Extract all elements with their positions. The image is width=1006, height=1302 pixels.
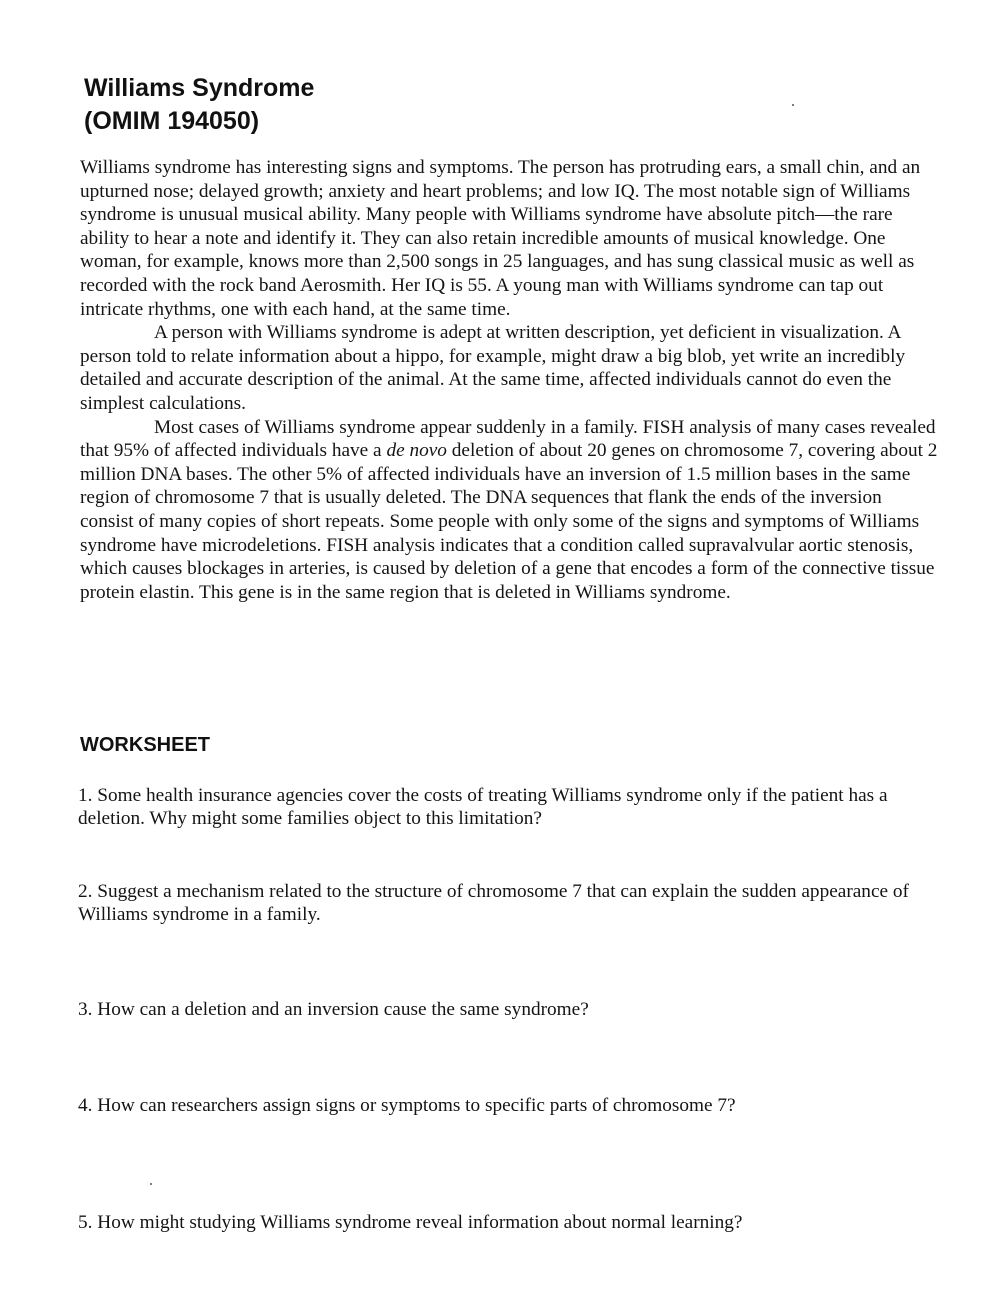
worksheet-heading: WORKSHEET: [80, 734, 210, 756]
de-novo-italic: de novo: [386, 440, 447, 462]
article-body: [80, 156, 940, 604]
paragraph-description-visualization: A person with Williams syndrome is adept at written description, yet deficient in visualization. A person told to relate information about a hippo, for example, might draw a big blob, yet write an incredibly detailed and accurate description of the animal. At the same time, affected individuals cannot do even the simplest calculations.: [80, 322, 906, 414]
scan-speck: [792, 104, 794, 106]
paragraph-genetics: [80, 416, 940, 605]
question-4: 4. How can researchers assign signs or symptoms to specific parts of chromosome 7?: [78, 1095, 736, 1116]
scan-speck: [150, 1183, 152, 1185]
question-3: 3. How can a deletion and an inversion cause the same syndrome?: [78, 999, 589, 1020]
title-line-name: Williams Syndrome: [84, 74, 315, 102]
paragraph-signs-symptoms: Williams syndrome has interesting signs and symptoms. The person has protruding ears, a small chin, and an upturned nose; delayed growth; anxiety and heart problems; and low IQ. The most notable sign of Williams syndrome is unusual musical ability. Many people with Williams syndrome have absolute pitch—the rare ability to hear a note and identify it. They can also retain incredible amounts of musical knowledge. One woman, for example, knows more than 2,500 songs in 25 languages, and has sung classical music as well as recorded with the rock band Aerosmith. Her IQ is 55. A young man with Williams syndrome can tap out intricate rhythms, one with each hand, at the same time.: [80, 157, 921, 320]
question-2: 2. Suggest a mechanism related to the structure of chromosome 7 that can explain the sudden appearance of Williams syndrome in a family.: [78, 881, 909, 925]
document-title: [84, 72, 314, 138]
paragraph-genetics-part2: deletion of about 20 genes on chromosome 7, covering about 2 million DNA bases. The other 5% of affected individuals have an inversion of 1.5 million bases in the same region of chromosome 7 that is usually deleted. The DNA sequences that flank the ends of the inversion consist of many copies of short repeats. Some people with only some of the signs and symptoms of Williams syndrome have microdeletions. FISH analysis indicates that a condition called supravalvular aortic stenosis, which causes blockages in arteries, is caused by deletion of a gene that encodes a form of the connective tissue protein elastin. This gene is in the same region that is deleted in Williams syndrome.: [80, 440, 938, 603]
question-5: 5. How might studying Williams syndrome reveal information about normal learning?: [78, 1212, 743, 1233]
paragraph-genetics-part1: Most cases of Williams syndrome appear suddenly in a family. FISH analysis of many cases revealed that 95% of affected individuals have a: [80, 416, 936, 462]
question-1: 1. Some health insurance agencies cover the costs of treating Williams syndrome only if the patient has a deletion. Why might some families object to this limitation?: [78, 785, 888, 829]
title-line-omim: (OMIM 194050): [84, 107, 260, 135]
